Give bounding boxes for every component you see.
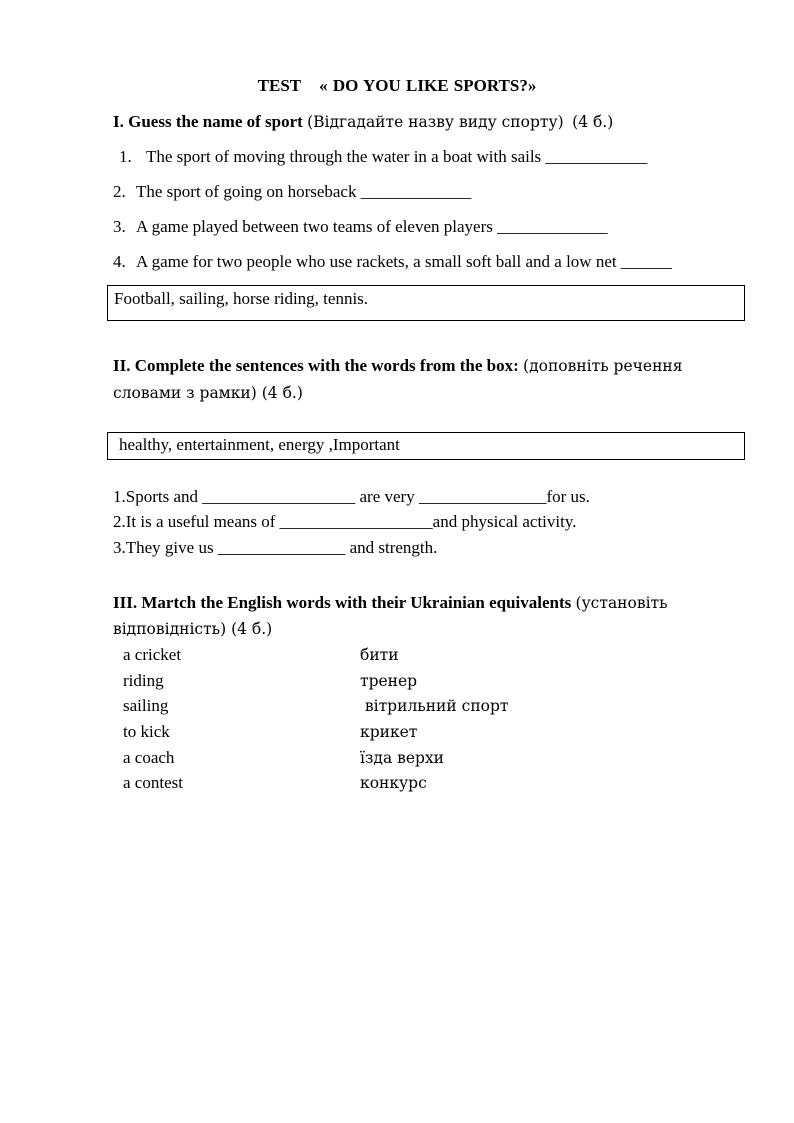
sentence: 2.It is a useful means of __________________and physical activity. (113, 512, 577, 531)
section1-item (113, 182, 471, 202)
english-word: a coach (123, 748, 175, 767)
ukrainian-word: вітрильний спорт (360, 697, 509, 715)
ukrainian-word: конкурс (360, 774, 427, 792)
item-number: 2. (113, 182, 126, 201)
item-text: The sport of going on horseback _____________ (136, 182, 472, 201)
ukrainian-word: тренер (360, 672, 418, 690)
word-box-1 (107, 285, 745, 321)
section1-item (113, 217, 608, 237)
item-number: 4. (113, 252, 126, 271)
word-box-1-text: Football, sailing, horse riding, tennis. (114, 289, 369, 308)
item-text: A game played between two teams of eleven players _____________ (136, 217, 608, 236)
ukrainian-word: бити (360, 646, 399, 664)
section2-instruction-line2: словами з рамки) (4 б.) (113, 384, 303, 402)
ukrainian-word: крикет (360, 723, 418, 741)
section1-item (113, 252, 672, 272)
english-word: riding (123, 671, 164, 690)
sentence: 1.Sports and __________________ are very _______________for us. (113, 487, 590, 506)
english-word: sailing (123, 696, 169, 715)
english-word: to kick (123, 722, 170, 741)
section1-header (113, 112, 613, 132)
section3-instruction-line2: відповідність) (4 б.) (113, 620, 273, 638)
item-number: 3. (113, 217, 126, 236)
word-box-2 (107, 432, 745, 460)
ukrainian-word: їзда верхи (360, 749, 445, 767)
item-text: A game for two people who use rackets, a small soft ball and a low net ______ (136, 252, 672, 271)
english-word: a contest (123, 773, 183, 792)
english-word: a cricket (123, 645, 182, 664)
section1-item (119, 147, 647, 167)
section2-instruction-line1: (доповніть речення (523, 357, 683, 375)
page-title (0, 76, 794, 96)
section1-heading: I. Guess the name of sport (113, 112, 303, 131)
word-box-2-text: healthy, entertainment, energy ,Important (119, 435, 400, 454)
title-subtitle: « DO YOU LIKE SPORTS?» (319, 76, 537, 95)
sentence: 3.They give us _______________ and strength. (113, 538, 438, 557)
section3-heading: III. Martch the English words with their Ukrainian equivalents (113, 593, 572, 612)
section1-points: (4 б.) (572, 113, 614, 131)
title-test: TEST (257, 76, 302, 95)
section3-header (113, 593, 668, 613)
section2-header (113, 356, 683, 376)
section2-heading: II. Complete the sentences with the words from the box: (113, 356, 519, 375)
item-text: The sport of moving through the water in a boat with sails ____________ (146, 147, 648, 166)
section3-instruction-line1: (установіть (575, 594, 668, 612)
section1-instruction: (Відгадайте назву виду спорту) (307, 113, 564, 131)
item-number: 1. (119, 147, 132, 166)
